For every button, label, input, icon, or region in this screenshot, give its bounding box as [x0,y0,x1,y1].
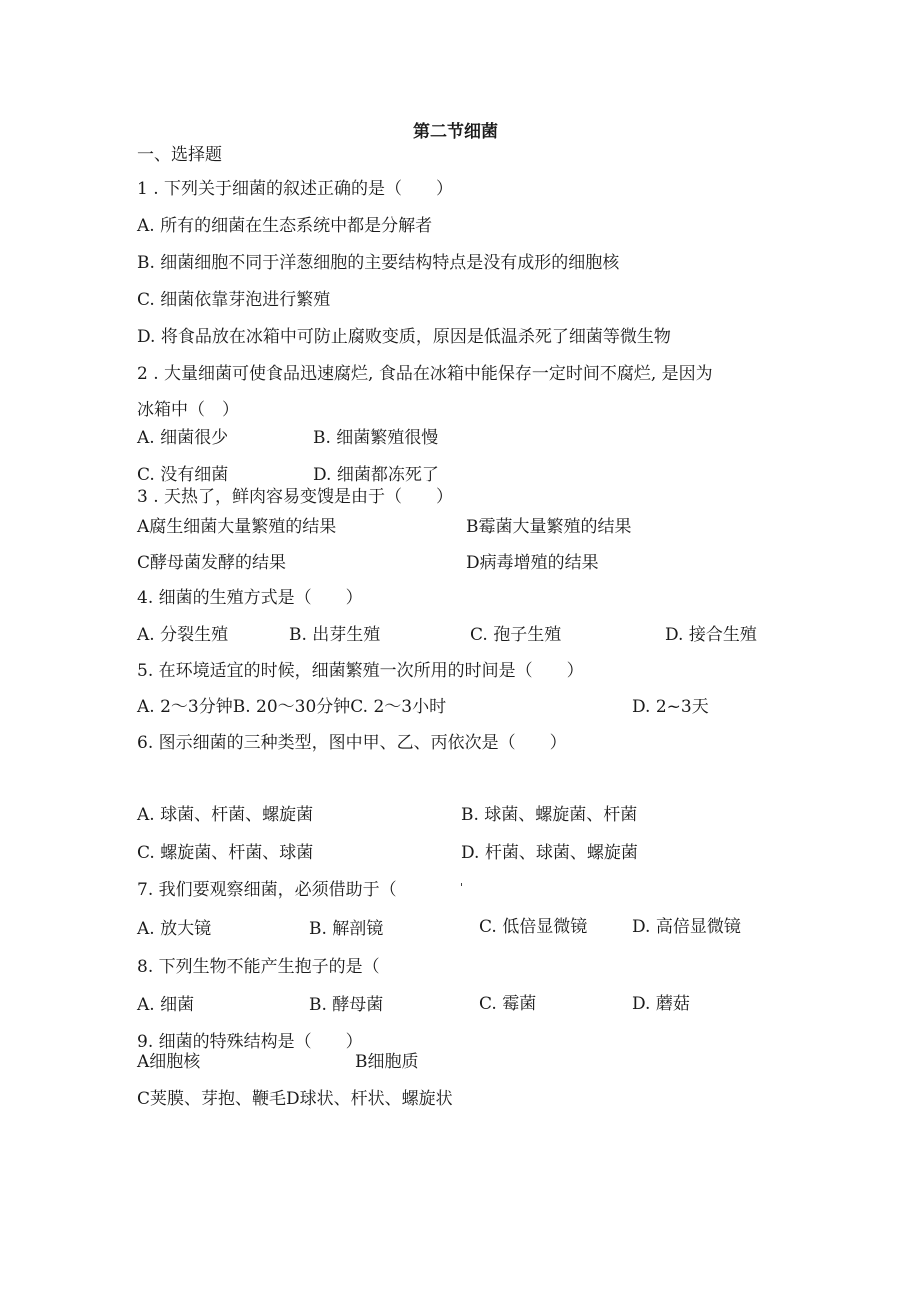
question-9-option-b: B细胞质 [355,1052,419,1072]
question-7-mark: ' [460,881,464,894]
question-7-option-b: B. 解剖镜 [309,919,384,939]
question-2-option-a: A. 细菌很少 [137,428,229,448]
question-6-stem: 6. 图示细菌的三种类型，图中甲、乙、丙依次是（ ） [137,733,567,753]
question-2-stem-line-1: 2 . 大量细菌可使食品迅速腐烂, 食品在冰箱中能保存一定时间不腐烂, 是因为 [137,364,713,384]
question-6-option-a: A. 球菌、杆菌、螺旋菌 [137,805,314,825]
question-8-option-c: C. 霉菌 [479,994,537,1014]
question-7-option-a: A. 放大镜 [137,919,212,939]
question-6-option-b: B. 球菌、螺旋菌、杆菌 [461,805,638,825]
question-5-stem: 5. 在环境适宜的时候，细菌繁殖一次所用的时间是（ ） [137,661,584,681]
question-6-option-d: D. 杆菌、球菌、螺旋菌 [461,843,638,863]
question-4-option-d: D. 接合生殖 [665,625,757,645]
question-7-stem: 7. 我们要观察细菌，必须借助于（ [137,880,397,900]
question-7-option-d: D. 高倍显微镜 [632,917,741,937]
question-1-option-a: A. 所有的细菌在生态系统中都是分解者 [137,216,433,236]
question-1-option-b: B. 细菌细胞不同于洋葱细胞的主要结构特点是没有成形的细胞核 [137,253,620,273]
question-2-stem-line-2: 冰箱中（ ） [137,400,239,420]
question-8-stem: 8. 下列生物不能产生抱子的是（ [137,957,380,977]
section-heading: 一、选择题 [137,145,222,165]
question-3-option-d: D病毒增殖的结果 [466,553,599,573]
question-2-option-b: B. 细菌繁殖很慢 [313,428,439,448]
question-4-option-a: A. 分裂生殖 [137,625,229,645]
question-3-option-c: C酵母菌发酵的结果 [137,553,287,573]
question-1-option-c: C. 细菌依靠芽泡进行繁殖 [137,290,331,310]
question-1-option-d: D. 将食品放在冰箱中可防止腐败变质，原因是低温杀死了细菌等微生物 [137,327,671,347]
question-9-stem: 9. 细菌的特殊结构是（ ） [137,1032,363,1052]
question-4-stem: 4. 细菌的生殖方式是（ ） [137,588,363,608]
question-9-options-cd: C荚膜、芽抱、鞭毛D球状、杆状、螺旋状 [137,1089,453,1109]
question-2-option-c: C. 没有细菌 [137,465,229,485]
question-7-option-c: C. 低倍显微镜 [479,917,588,937]
question-6-option-c: C. 螺旋菌、杆菌、球菌 [137,843,314,863]
question-3-option-b: B霉菌大量繁殖的结果 [466,517,632,537]
question-4-option-c: C. 孢子生殖 [470,625,562,645]
question-9-option-a: A细胞核 [137,1052,201,1072]
question-4-option-b: B. 出芽生殖 [289,625,381,645]
question-8-option-d: D. 蘑菇 [632,994,690,1014]
question-5-option-d: D. 2~3天 [632,697,709,717]
question-5-options-abc: A. 2～3分钟B. 20～30分钟C. 2～3小时 [137,697,447,717]
page-title: 第二节细菌 [413,122,498,142]
question-8-option-b: B. 酵母菌 [309,995,384,1015]
question-2-option-d: D. 细菌都冻死了 [313,465,439,485]
question-3-stem: 3 . 天热了，鲜肉容易变馊是由于（ ） [137,487,454,507]
question-3-option-a: A腐生细菌大量繁殖的结果 [137,517,337,537]
question-8-option-a: A. 细菌 [137,995,195,1015]
question-1-stem: 1 . 下列关于细菌的叙述正确的是（ ） [137,179,454,199]
